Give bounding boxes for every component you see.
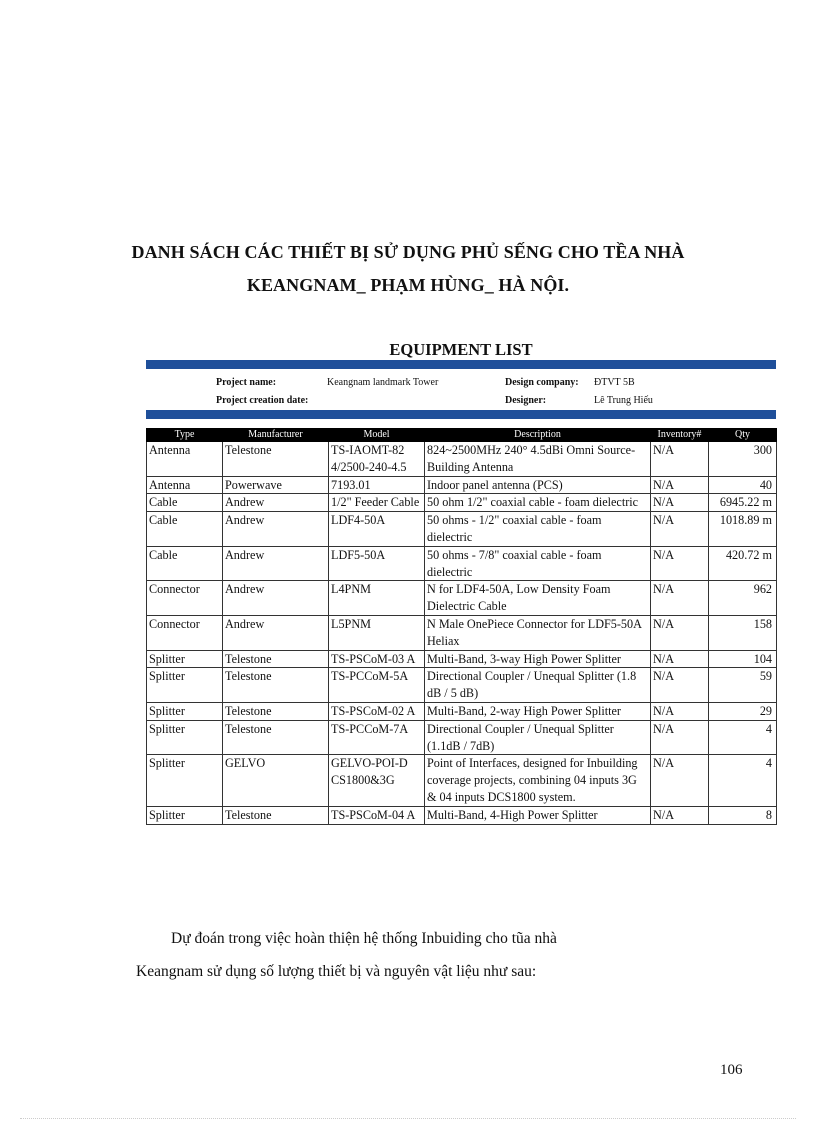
cell-manufacturer: Powerwave <box>223 476 329 494</box>
column-header-qty: Qty <box>709 429 777 442</box>
design-company-value: ĐTVT 5B <box>594 377 635 388</box>
cell-inventory: N/A <box>651 581 709 616</box>
cell-manufacturer: GELVO <box>223 755 329 806</box>
cell-type: Cable <box>147 494 223 512</box>
cell-manufacturer: Telestone <box>223 806 329 824</box>
cell-qty: 40 <box>709 476 777 494</box>
cell-qty: 4 <box>709 720 777 755</box>
page-bottom-divider <box>20 1118 796 1119</box>
cell-type: Cable <box>147 512 223 547</box>
cell-inventory: N/A <box>651 512 709 547</box>
cell-model: L5PNM <box>329 615 425 650</box>
cell-inventory: N/A <box>651 546 709 581</box>
table-row <box>147 494 777 512</box>
cell-inventory: N/A <box>651 442 709 477</box>
cell-description: Directional Coupler / Unequal Splitter (1.8 dB / 5 dB) <box>425 668 651 703</box>
table-row <box>147 512 777 547</box>
cell-description: Multi-Band, 3-way High Power Splitter <box>425 650 651 668</box>
cell-inventory: N/A <box>651 702 709 720</box>
cell-qty: 29 <box>709 702 777 720</box>
document-heading-line2: KEANGNAM_ PHẠM HÙNG_ HÀ NỘI. <box>246 275 570 295</box>
cell-manufacturer: Andrew <box>223 546 329 581</box>
cell-inventory: N/A <box>651 806 709 824</box>
cell-description: Indoor panel antenna (PCS) <box>425 476 651 494</box>
cell-model: TS-PSCoM-03 A <box>329 650 425 668</box>
cell-qty: 4 <box>709 755 777 806</box>
cell-description: 50 ohms - 1/2" coaxial cable - foam dielectric <box>425 512 651 547</box>
design-company-label: Design company: <box>505 377 579 388</box>
cell-qty: 420.72 m <box>709 546 777 581</box>
cell-manufacturer: Telestone <box>223 650 329 668</box>
table-row <box>147 546 777 581</box>
cell-manufacturer: Telestone <box>223 720 329 755</box>
cell-inventory: N/A <box>651 720 709 755</box>
project-name-label: Project name: <box>216 377 277 388</box>
header-bar-top <box>146 360 776 369</box>
cell-model: 7193.01 <box>329 476 425 494</box>
table-row <box>147 702 777 720</box>
cell-type: Splitter <box>147 755 223 806</box>
table-row <box>147 581 777 616</box>
cell-qty: 962 <box>709 581 777 616</box>
cell-description: Directional Coupler / Unequal Splitter (1.1dB / 7dB) <box>425 720 651 755</box>
cell-type: Connector <box>147 615 223 650</box>
cell-manufacturer: Andrew <box>223 581 329 616</box>
cell-inventory: N/A <box>651 650 709 668</box>
cell-type: Connector <box>147 581 223 616</box>
cell-type: Splitter <box>147 702 223 720</box>
project-date-label: Project creation date: <box>216 395 309 406</box>
cell-inventory: N/A <box>651 755 709 806</box>
cell-model: 1/2" Feeder Cable <box>329 494 425 512</box>
cell-description: Point of Interfaces, designed for Inbuilding coverage projects, combining 04 inputs 3G & 04 inputs DCS1800 system. <box>425 755 651 806</box>
cell-qty: 300 <box>709 442 777 477</box>
equipment-list-title: EQUIPMENT LIST <box>389 340 533 359</box>
cell-manufacturer: Andrew <box>223 494 329 512</box>
column-header-inventory: Inventory# <box>651 429 709 442</box>
cell-qty: 8 <box>709 806 777 824</box>
cell-model: LDF5-50A <box>329 546 425 581</box>
table-row <box>147 720 777 755</box>
designer-value: Lê Trung Hiếu <box>594 395 653 406</box>
cell-type: Splitter <box>147 720 223 755</box>
cell-model: TS-PSCoM-02 A <box>329 702 425 720</box>
equipment-table <box>146 428 777 825</box>
cell-type: Antenna <box>147 476 223 494</box>
cell-manufacturer: Telestone <box>223 442 329 477</box>
table-row <box>147 806 777 824</box>
cell-type: Splitter <box>147 806 223 824</box>
table-header-row <box>147 429 777 442</box>
table-row <box>147 668 777 703</box>
document-heading-line1: DANH SÁCH CÁC THIẾT BỊ SỬ DỤNG PHỦ SẾNG CHO TỀA NHÀ <box>131 242 685 262</box>
cell-qty: 104 <box>709 650 777 668</box>
column-header-description: Description <box>425 429 651 442</box>
cell-type: Cable <box>147 546 223 581</box>
cell-manufacturer: Telestone <box>223 702 329 720</box>
cell-qty: 59 <box>709 668 777 703</box>
cell-description: 824~2500MHz 240° 4.5dBi Omni Source-Building Antenna <box>425 442 651 477</box>
cell-description: N for LDF4-50A, Low Density Foam Dielectric Cable <box>425 581 651 616</box>
cell-type: Splitter <box>147 650 223 668</box>
cell-model: TS-PSCoM-04 A <box>329 806 425 824</box>
cell-manufacturer: Andrew <box>223 615 329 650</box>
table-row <box>147 442 777 477</box>
cell-qty: 6945.22 m <box>709 494 777 512</box>
cell-inventory: N/A <box>651 668 709 703</box>
cell-model: LDF4-50A <box>329 512 425 547</box>
cell-model: TS-PCCoM-7A <box>329 720 425 755</box>
cell-model: TS-IAOMT-82 4/2500-240-4.5 <box>329 442 425 477</box>
paragraph-line2: Keangnam sử dụng số lượng thiết bị và nguyên vật liệu như sau: <box>136 963 537 980</box>
cell-description: 50 ohms - 7/8" coaxial cable - foam dielectric <box>425 546 651 581</box>
designer-label: Designer: <box>505 395 547 406</box>
project-name-value: Keangnam landmark Tower <box>327 377 439 388</box>
cell-model: GELVO-POI-D CS1800&3G <box>329 755 425 806</box>
cell-model: L4PNM <box>329 581 425 616</box>
cell-description: N Male OnePiece Connector for LDF5-50A Heliax <box>425 615 651 650</box>
cell-description: 50 ohm 1/2" coaxial cable - foam dielectric <box>425 494 651 512</box>
cell-manufacturer: Telestone <box>223 668 329 703</box>
column-header-type: Type <box>147 429 223 442</box>
header-bar-bottom <box>146 410 776 419</box>
cell-manufacturer: Andrew <box>223 512 329 547</box>
cell-description: Multi-Band, 4-High Power Splitter <box>425 806 651 824</box>
column-header-model: Model <box>329 429 425 442</box>
cell-inventory: N/A <box>651 494 709 512</box>
table-row <box>147 755 777 806</box>
paragraph-line1: Dự đoán trong việc hoàn thiện hệ thống Inbuiding cho tũa nhà <box>171 930 557 947</box>
cell-inventory: N/A <box>651 615 709 650</box>
table-row <box>147 615 777 650</box>
cell-model: TS-PCCoM-5A <box>329 668 425 703</box>
cell-qty: 158 <box>709 615 777 650</box>
page-number: 106 <box>720 1062 743 1078</box>
cell-qty: 1018.89 m <box>709 512 777 547</box>
cell-description: Multi-Band, 2-way High Power Splitter <box>425 702 651 720</box>
cell-inventory: N/A <box>651 476 709 494</box>
column-header-manufacturer: Manufacturer <box>223 429 329 442</box>
table-row <box>147 650 777 668</box>
cell-type: Antenna <box>147 442 223 477</box>
table-row <box>147 476 777 494</box>
cell-type: Splitter <box>147 668 223 703</box>
